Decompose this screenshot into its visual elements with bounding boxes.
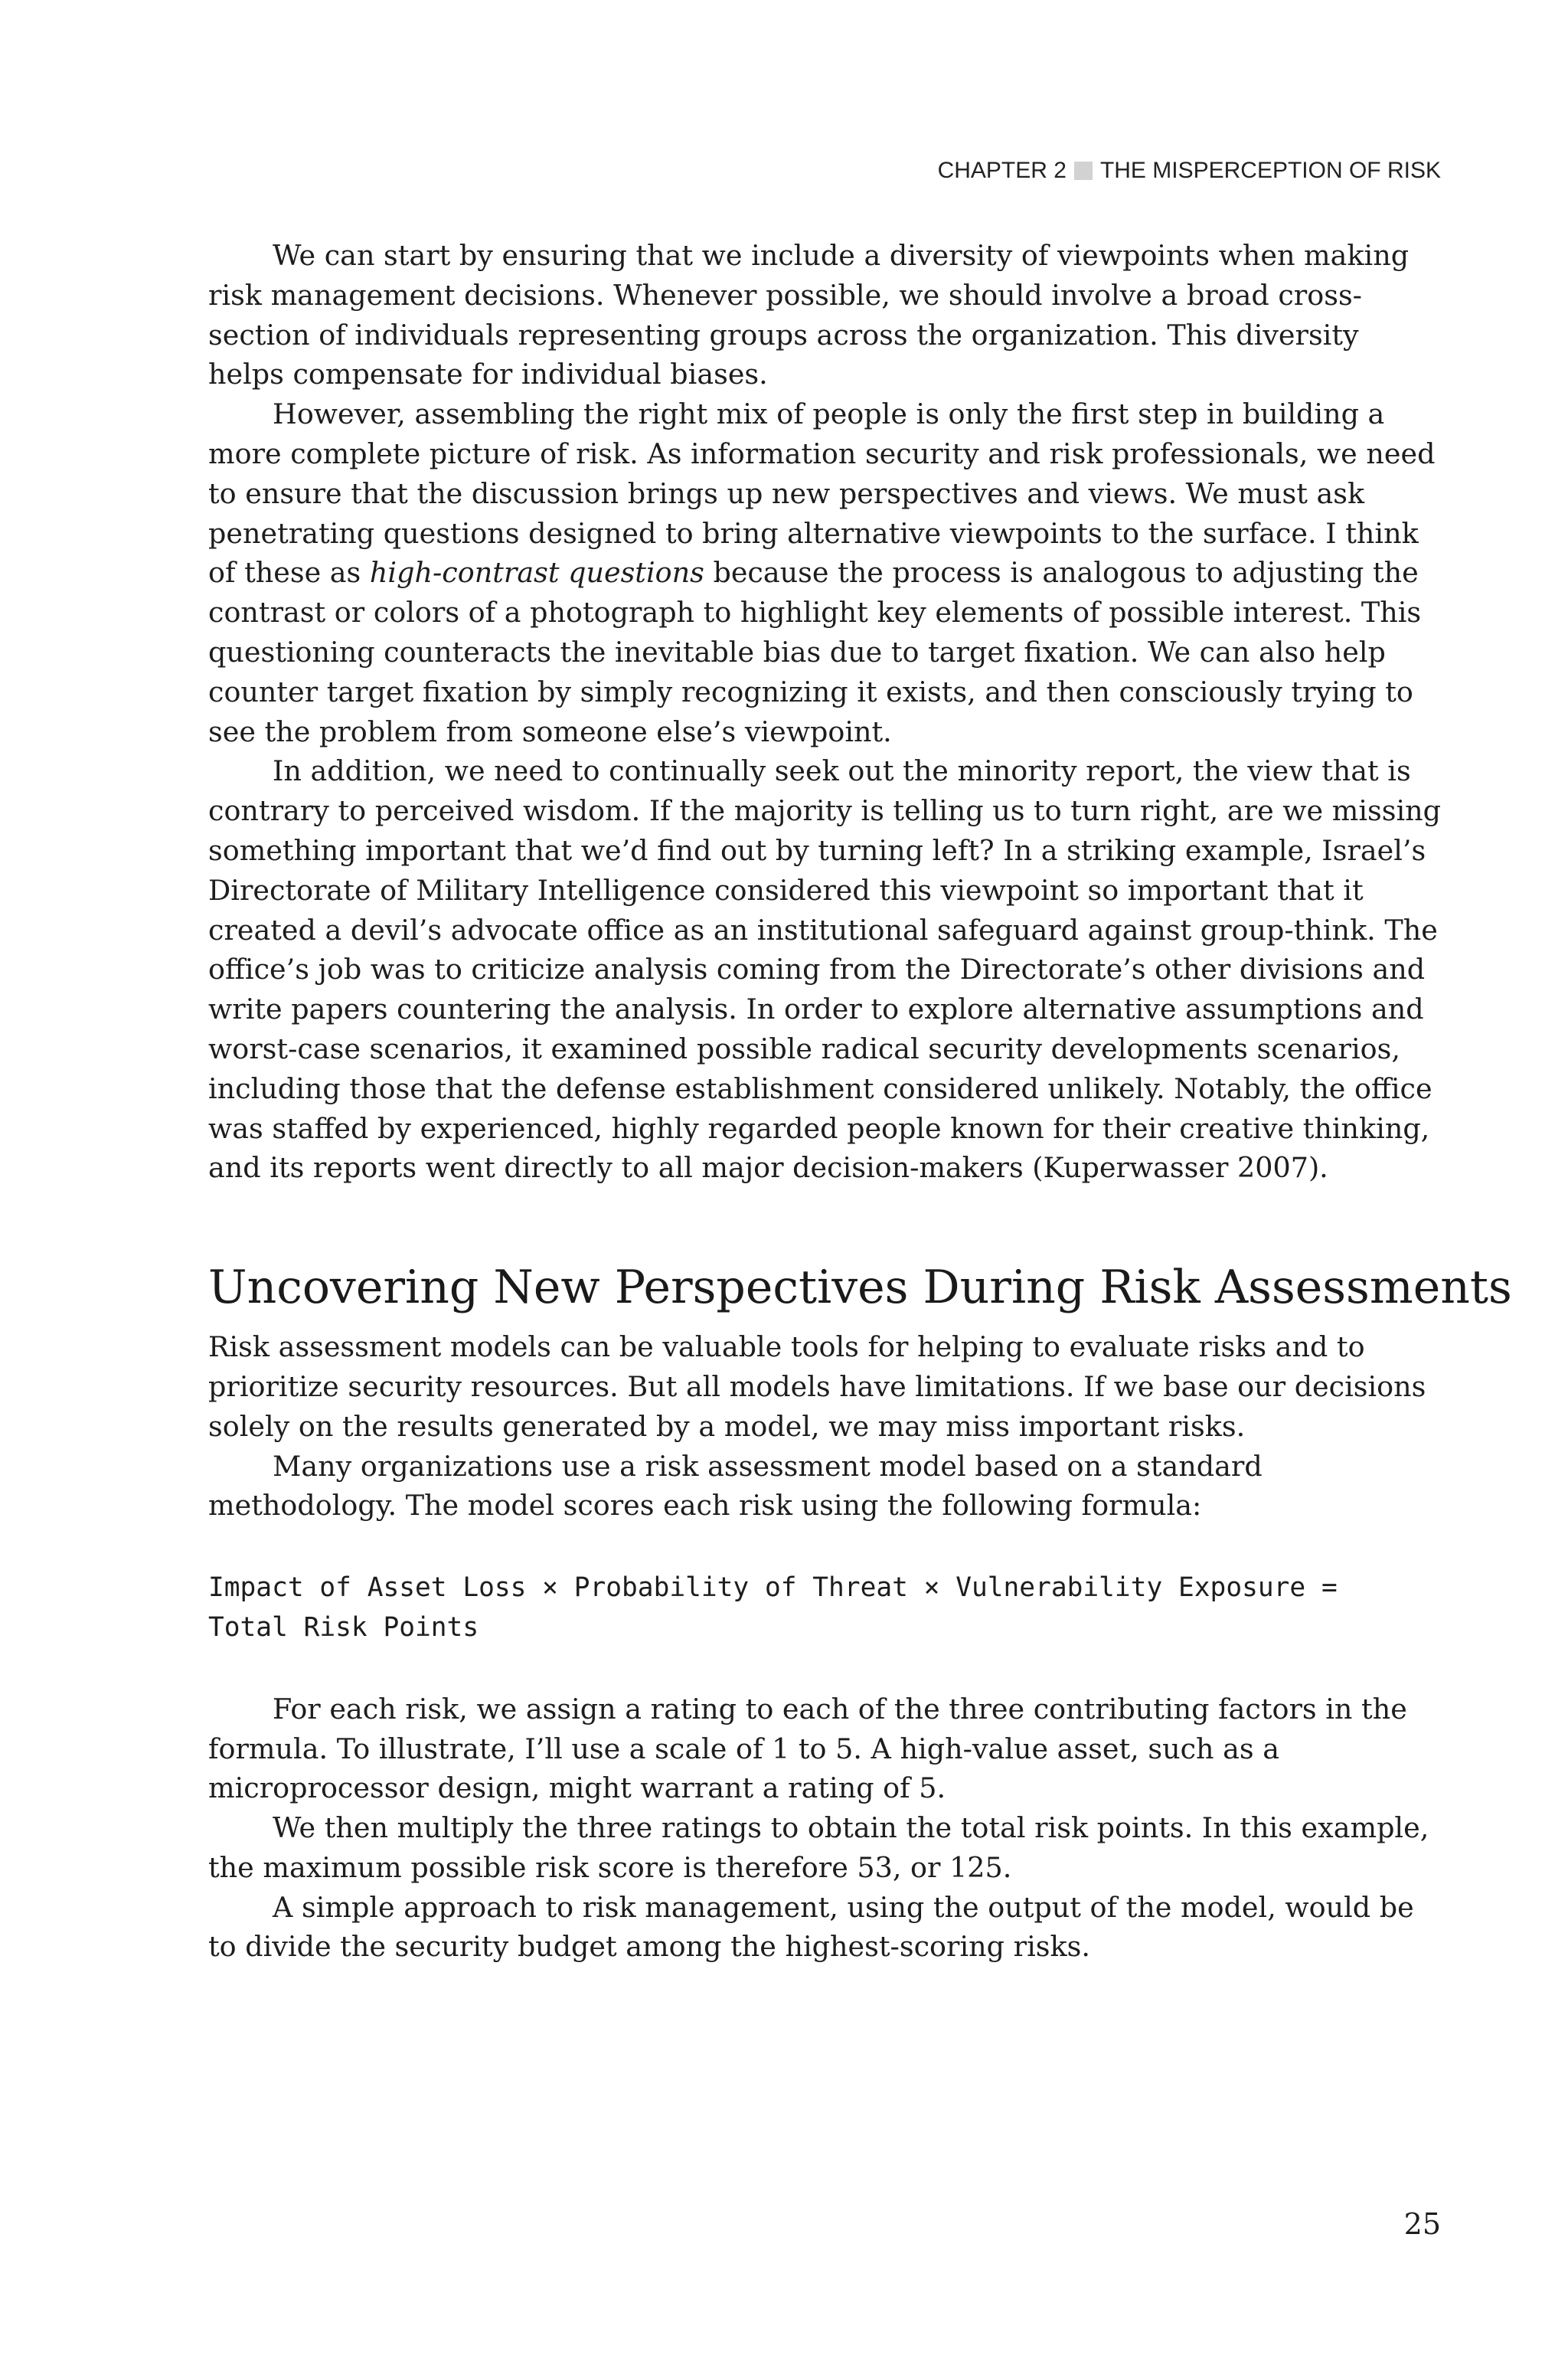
paragraph-diversity: We can start by ensuring that we include a diversity of viewpoints when making risk management decisions. Whenever possible, we should involve a broad cross-section of individuals representing groups across the organization. This diversity helps compensate for individual biases. — [208, 239, 1410, 391]
separator-square-icon — [1074, 162, 1093, 180]
running-header — [938, 158, 1441, 184]
formula-line: Total Risk Points — [208, 1611, 479, 1643]
paragraph-models-intro: Risk assessment models can be valuable tools for helping to evaluate risks and to prioritize security resources. But all models have limitations. If we base our decisions solely on the results generated by a model, we may miss important risks. — [208, 1330, 1426, 1443]
paragraph-budget: A simple approach to risk management, using the output of the model, would be to divide the security budget among the highest-scoring risks. — [208, 1890, 1414, 1964]
emphasis-term: high-contrast questions — [369, 556, 704, 590]
paragraph-high-contrast — [208, 394, 1442, 751]
section-heading: Uncovering New Perspectives During Risk Assessments — [208, 1261, 1512, 1315]
paragraph-rating: For each risk, we assign a rating to each of the three contributing factors in the formula. To illustrate, I’ll use a scale of 1 to 5. A high-value asset, such as a microprocessor design, might warrant a rating of 5. — [208, 1692, 1407, 1805]
risk-formula — [208, 1568, 1442, 1648]
page-body — [208, 236, 1512, 1967]
running-head-title: THE MISPERCEPTION OF RISK — [1099, 158, 1441, 183]
paragraph-text: However, assembling the right mix of people is only the first step in building a more complete picture of risk. As information security and risk professionals, we need to ensure that the discussion brings up new perspectives and views. We must ask penetrating questions designed to bring alternative viewpoints to the surface. I think of these as — [208, 397, 1436, 590]
paragraph-minority-report: In addition, we need to continually seek out the minority report, the view that is contrary to perceived wisdom. If the majority is telling us to turn right, are we missing something important that we’d find out by turning left? In a striking example, Israel’s Directorate of Military Intelligence considered this viewpoint so important that it created a devil’s advocate office as an institutional safeguard against group-think. The office’s job was to criticize analysis coming from the Directorate’s other divisions and write papers countering the analysis. In order to explore alternative assumptions and worst-case scenarios, it examined possible radical security developments scenarios, including those that the defense establishment considered unlikely. Notably, the office was staffed by experienced, highly regarded people known for their creative thinking, and its reports went directly to all major decision-makers (Kuperwasser 2007). — [208, 754, 1442, 1185]
paragraph-text: because the process is analogous to adjusting the contrast or colors of a photograph to highlight key elements of possible interest. This questioning counteracts the inevitable bias due to target fixation. We can also help counter target fixation by simply recognizing it exists, and then consciously trying to see the problem from someone else’s viewpoint. — [208, 556, 1422, 748]
page-number: 25 — [1403, 2207, 1441, 2241]
running-head-chapter: CHAPTER 2 — [937, 158, 1067, 183]
paragraph-methodology: Many organizations use a risk assessment model based on a standard methodology. The model scores each risk using the following formula: — [208, 1449, 1263, 1523]
paragraph-multiply: We then multiply the three ratings to obtain the total risk points. In this example, the maximum possible risk score is therefore 53, or 125. — [208, 1811, 1429, 1884]
formula-line: Impact of Asset Loss × Probability of Threat × Vulnerability Exposure = — [208, 1572, 1338, 1604]
